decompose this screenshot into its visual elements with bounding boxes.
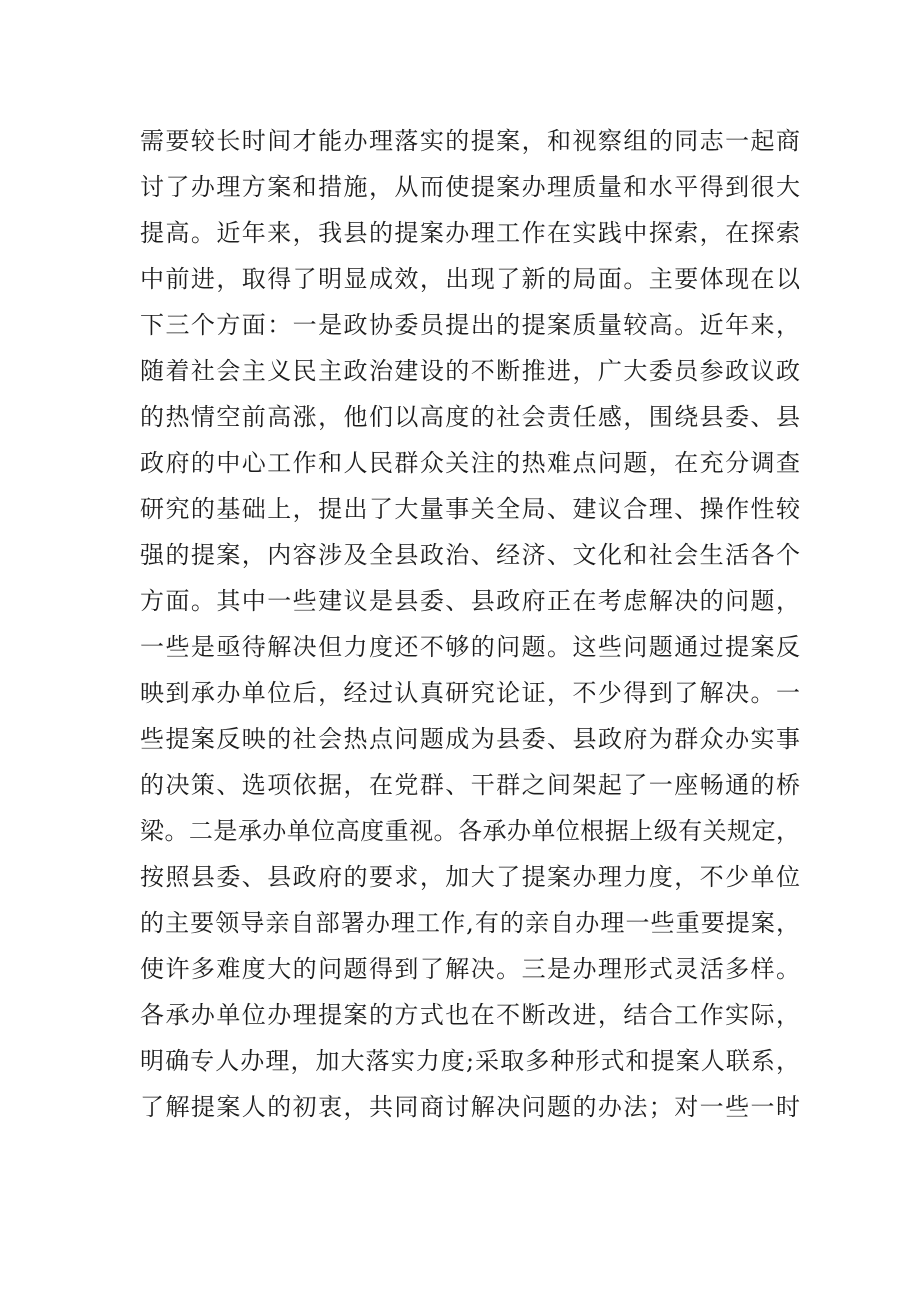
body-paragraph — [140, 118, 800, 1130]
text-line: 方面。其中一些建议是县委、县政府正在考虑解决的问题， — [140, 587, 800, 615]
text-line: 一些是亟待解决但力度还不够的问题。这些问题通过提案反 — [140, 633, 800, 661]
text-line: 些提案反映的社会热点问题成为县委、县政府为群众办实事 — [140, 725, 800, 753]
text-line: 按照县委、县政府的要求，加大了提案办理力度，不少单位 — [140, 863, 800, 891]
text-line: 的热情空前高涨，他们以高度的社会责任感，围绕县委、县 — [140, 403, 800, 431]
text-line: 了解提案人的初衷，共同商讨解决问题的办法；对一些一时 — [140, 1093, 800, 1121]
text-line: 映到承办单位后，经过认真研究论证，不少得到了解决。一 — [140, 679, 800, 707]
text-line: 下三个方面：一是政协委员提出的提案质量较高。近年来， — [140, 311, 800, 339]
text-line: 的主要领导亲自部署办理工作,有的亲自办理一些重要提案， — [140, 909, 800, 937]
text-line: 讨了办理方案和措施，从而使提案办理质量和水平得到很大 — [140, 173, 800, 201]
text-line: 中前进，取得了明显成效，出现了新的局面。主要体现在以 — [140, 265, 800, 293]
text-line: 明确专人办理，加大落实力度;采取多种形式和提案人联系， — [140, 1047, 800, 1075]
text-line: 各承办单位办理提案的方式也在不断改进，结合工作实际， — [140, 1001, 800, 1029]
text-line: 需要较长时间才能办理落实的提案，和视察组的同志一起商 — [140, 127, 800, 155]
text-line: 使许多难度大的问题得到了解决。三是办理形式灵活多样。 — [140, 955, 800, 983]
text-line: 梁。二是承办单位高度重视。各承办单位根据上级有关规定， — [140, 817, 800, 845]
text-line: 政府的中心工作和人民群众关注的热难点问题，在充分调查 — [140, 449, 800, 477]
text-line: 提高。近年来，我县的提案办理工作在实践中探索，在探索 — [140, 219, 800, 247]
text-line: 的决策、选项依据，在党群、干群之间架起了一座畅通的桥 — [140, 771, 800, 799]
text-line: 随着社会主义民主政治建设的不断推进，广大委员参政议政 — [140, 357, 800, 385]
text-line: 研究的基础上，提出了大量事关全局、建议合理、操作性较 — [140, 495, 800, 523]
text-line: 强的提案，内容涉及全县政治、经济、文化和社会生活各个 — [140, 541, 800, 569]
